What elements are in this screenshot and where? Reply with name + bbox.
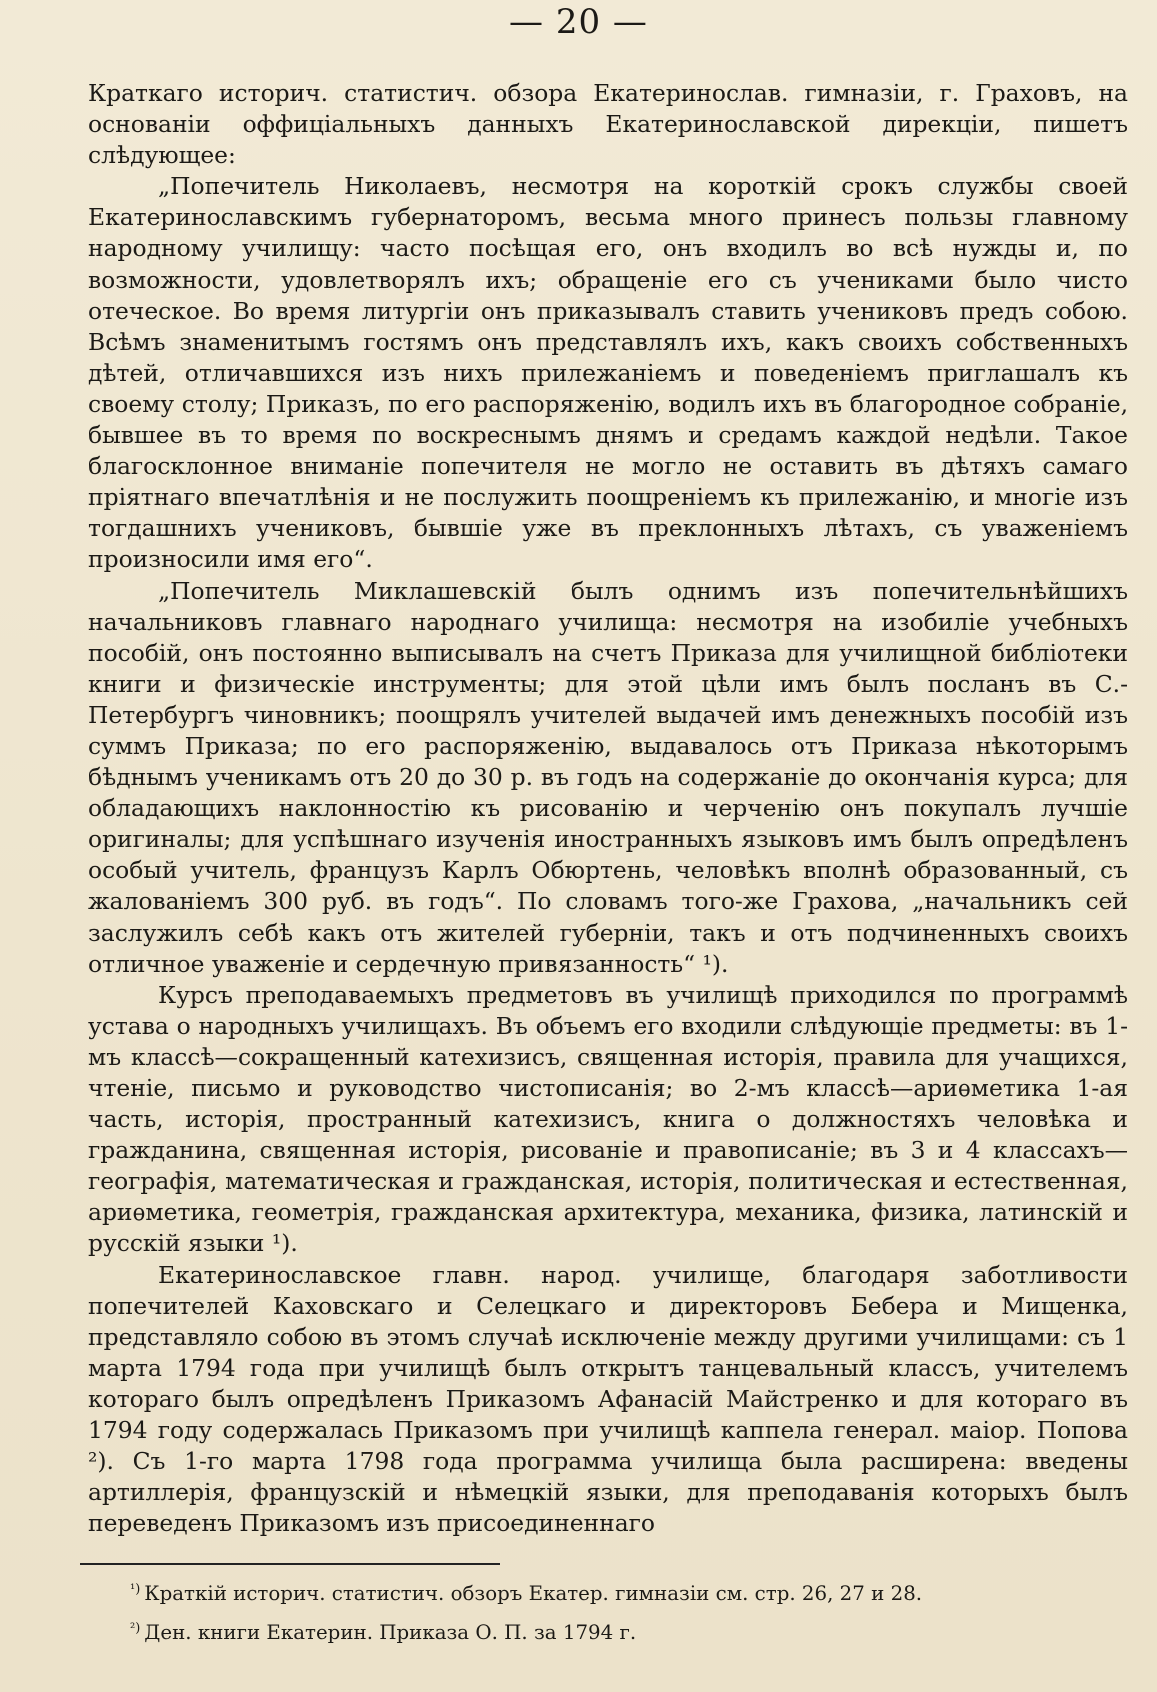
- footnote-1: [130, 1572, 1110, 1611]
- footnote-2: [130, 1611, 1110, 1650]
- body-text: [88, 78, 1128, 1539]
- footnote-text: Ден. книги Екатерин. Приказа О. П. за 1794 г.: [144, 1621, 637, 1644]
- paragraph-course-subjects: Курсъ преподаваемыхъ предметовъ въ училищѣ приходился по программѣ устава о народныхъ училищахъ. Въ объемъ его входили слѣдующіе предметы: въ 1-мъ классѣ—сокращенный катехизисъ, священная исторія, правила для учащихся, чтеніе, письмо и руководство чистописанія; во 2-мъ классѣ—ариѳметика 1-ая часть, исторія, пространный катехизисъ, книга о должностяхъ человѣка и гражданина, священная исторія, рисованіе и правописаніе; въ 3 и 4 классахъ—географія, математическая и гражданская, исторія, политическая и естественная, ариѳметика, геометрія, гражданская архитектура, механика, физика, латинскій и русскій языки ¹).: [88, 980, 1128, 1258]
- footnote-divider: [80, 1563, 500, 1565]
- page-number: — 20 —: [509, 2, 648, 42]
- footnote-mark: ²): [130, 1621, 141, 1636]
- footnotes: [130, 1572, 1110, 1650]
- paragraph-dance-class: Екатеринославское главн. народ. училище, благодаря заботливости попечителей Каховскаго и Селецкаго и директоровъ Бебера и Мищенка, представляло собою въ этомъ случаѣ исключеніе между другими училищами: съ 1 марта 1794 года при училищѣ былъ открытъ танцевальный классъ, учителемъ котораго былъ опредѣленъ Приказомъ Афанасій Майстренко и для котораго въ 1794 году содержалась Приказомъ при училищѣ каппела генерал. маіор. Попова ²). Съ 1-го марта 1798 года программа училища была расширена: введены артиллерія, французскій и нѣмецкій языки, для преподаванія которыхъ былъ переведенъ Приказомъ изъ присоединеннаго: [88, 1260, 1128, 1538]
- paragraph-intro: Краткаго историч. статистич. обзора Екатеринослав. гимназіи, г. Граховъ, на основаніи оффиціальныхъ данныхъ Екатеринославской дирекціи, пишетъ слѣдующее:: [88, 79, 1128, 170]
- footnote-mark: ¹): [130, 1582, 141, 1597]
- footnote-text: Краткій историч. статистич. обзоръ Екатер. гимназіи см. стр. 26, 27 и 28.: [144, 1582, 923, 1605]
- paragraph-quote-nikolaev: „Попечитель Николаевъ, несмотря на короткій срокъ службы своей Екатеринославскимъ губернаторомъ, весьма много принесъ пользы главному народному училищу: часто посѣщая его, онъ входилъ во всѣ нужды и, по возможности, удовлетворялъ ихъ; обращеніе его съ учениками было чисто отеческое. Во время литургіи онъ приказывалъ ставить учениковъ предъ собою. Всѣмъ знаменитымъ гостямъ онъ представлялъ ихъ, какъ своихъ собственныхъ дѣтей, отличавшихся изъ нихъ прилежаніемъ и поведеніемъ приглашалъ къ своему столу; Приказъ, по его распоряженію, водилъ ихъ въ благородное собраніе, бывшее въ то время по воскреснымъ днямъ и средамъ каждой недѣли. Такое благосклонное вниманіе попечителя не могло не оставить въ дѣтяхъ самаго пріятнаго впечатлѣнія и не послужить поощреніемъ къ прилежанію, и многіе изъ тогдашнихъ учениковъ, бывшіе уже въ преклонныхъ лѣтахъ, съ уваженіемъ произносили имя его“.: [88, 172, 1128, 574]
- paragraph-quote-miklashevsky: „Попечитель Миклашевскій былъ однимъ изъ попечительнѣйшихъ начальниковъ главнаго народнаго училища: несмотря на изобиліе учебныхъ пособій, онъ постоянно выписывалъ на счетъ Приказа для училищной библіотеки книги и физическіе инструменты; для этой цѣли имъ былъ посланъ въ С.-Петербургъ чиновникъ; поощрялъ учителей выдачей имъ денежныхъ пособій изъ суммъ Приказа; по его распоряженію, выдавалось отъ Приказа нѣкоторымъ бѣднымъ ученикамъ отъ 20 до 30 р. въ годъ на содержаніе до окончанія курса; для обладающихъ наклонностію къ рисованію и черченію онъ покупалъ лучшіе оригиналы; для успѣшнаго изученія иностранныхъ языковъ имъ былъ опредѣленъ особый учитель, французъ Карлъ Обюртень, человѣкъ вполнѣ образованный, съ жалованіемъ 300 руб. въ годъ“. По словамъ того-же Грахова, „начальникъ сей заслужилъ себѣ какъ отъ жителей губерніи, такъ и отъ подчиненныхъ своихъ отличное уваженіе и сердечную привязанность“ ¹).: [88, 576, 1128, 978]
